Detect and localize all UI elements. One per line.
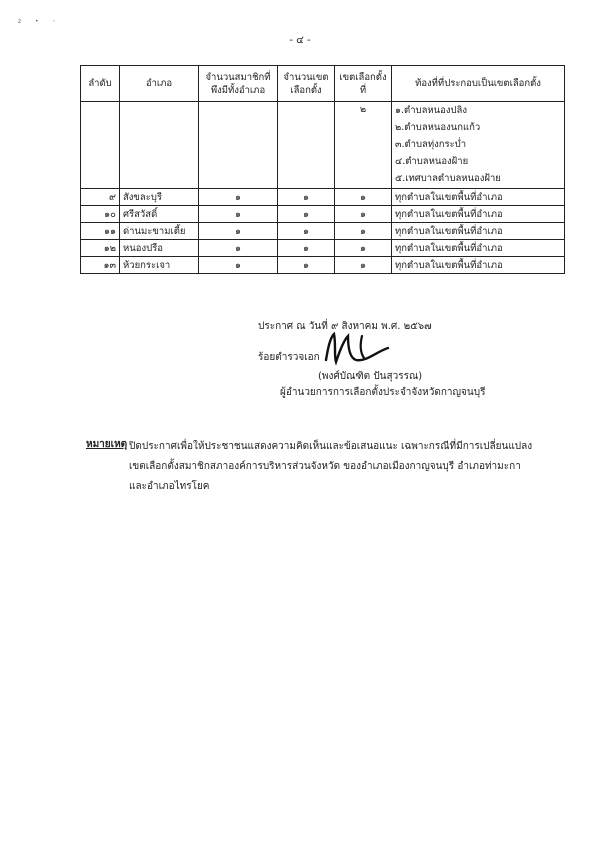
- header-zone: เขตเลือกตั้งที่: [335, 66, 392, 102]
- cell-location: ทุกตำบลในเขตพื้นที่อำเภอ: [392, 240, 565, 257]
- cell-no: [81, 102, 120, 189]
- remark-line: ปิดประกาศเพื่อให้ประชาชนแสดงความคิดเห็นและข้อเสนอแนะ เฉพาะกรณีที่มีการเปลี่ยนแปลง: [129, 441, 533, 452]
- table-row: [81, 223, 565, 240]
- remark-line: เขตเลือกตั้งสมาชิกสภาองค์การบริหารส่วนจังหวัด ของอำเภอเมืองกาญจนบุรี อำเภอท่ามะกา: [129, 461, 521, 472]
- cell-location: ทุกตำบลในเขตพื้นที่อำเภอ: [392, 257, 565, 274]
- table-row: [81, 240, 565, 257]
- cell-district: [120, 102, 199, 189]
- announcement-date: ประกาศ ณ วันที่ ๙ สิงหาคม พ.ศ. ๒๕๖๗: [258, 321, 432, 332]
- cell-location: ทุกตำบลในเขตพื้นที่อำเภอ: [392, 206, 565, 223]
- cell-district: หนองปรือ: [120, 240, 199, 257]
- cell-zones: ๑: [278, 257, 335, 274]
- table-header-row: [81, 66, 565, 102]
- cell-location: ทุกตำบลในเขตพื้นที่อำเภอ: [392, 189, 565, 206]
- header-zones: จำนวนเขตเลือกตั้ง: [278, 66, 335, 102]
- cell-members: ๑: [199, 240, 278, 257]
- cell-zones: ๑: [278, 223, 335, 240]
- remark-text: [129, 437, 569, 497]
- cell-zone: ๑: [335, 206, 392, 223]
- cell-no: ๑๑: [81, 223, 120, 240]
- location-item: ๓.ตำบลทุ่งกระบ่ำ: [395, 139, 467, 150]
- cell-no: ๙: [81, 189, 120, 206]
- location-item: ๒.ตำบลหนองนกแก้ว: [395, 122, 481, 133]
- signature-icon: [322, 330, 392, 368]
- location-item: ๔.ตำบลหนองฝ้าย: [395, 156, 469, 167]
- cell-members: ๑: [199, 206, 278, 223]
- cell-no: ๑๓: [81, 257, 120, 274]
- cell-location: ทุกตำบลในเขตพื้นที่อำเภอ: [392, 223, 565, 240]
- cell-zone: ๑: [335, 240, 392, 257]
- header-members: จำนวนสมาชิกที่พึงมีทั้งอำเภอ: [199, 66, 278, 102]
- table-row: [81, 257, 565, 274]
- cell-location-list: [392, 102, 565, 189]
- location-item: ๑.ตำบลหนองปลิง: [395, 105, 467, 116]
- corner-marks: z • ◦: [18, 18, 63, 25]
- cell-zone: ๑: [335, 189, 392, 206]
- cell-no: ๑๐: [81, 206, 120, 223]
- cell-zones: ๑: [278, 240, 335, 257]
- header-no: ลำดับ: [81, 66, 120, 102]
- cell-zone: ๑: [335, 257, 392, 274]
- cell-district: ศรีสวัสดิ์: [120, 206, 199, 223]
- header-location: ท้องที่ที่ประกอบเป็นเขตเลือกตั้ง: [392, 66, 565, 102]
- cell-zones: [278, 102, 335, 189]
- signer-rank: ร้อยตำรวจเอก: [258, 352, 320, 363]
- cell-district: ห้วยกระเจา: [120, 257, 199, 274]
- location-item: ๕.เทศบาลตำบลหนองฝ้าย: [395, 173, 501, 184]
- table-row: [81, 189, 565, 206]
- table-row-continued: [81, 102, 565, 189]
- cell-members: ๑: [199, 189, 278, 206]
- cell-zone: ๒: [335, 102, 392, 189]
- remark-label: หมายเหตุ: [86, 439, 128, 450]
- remark-line: และอำเภอไทรโยค: [129, 481, 210, 492]
- signer-name: (พงศ์บัณฑิต ปันสุวรรณ): [318, 371, 423, 382]
- page-number: - ๔ -: [289, 35, 311, 46]
- header-district: อำเภอ: [120, 66, 199, 102]
- cell-district: สังขละบุรี: [120, 189, 199, 206]
- table-row: [81, 206, 565, 223]
- cell-members: ๑: [199, 257, 278, 274]
- cell-no: ๑๒: [81, 240, 120, 257]
- cell-members: [199, 102, 278, 189]
- cell-zone: ๑: [335, 223, 392, 240]
- cell-district: ด่านมะขามเตี้ย: [120, 223, 199, 240]
- cell-zones: ๑: [278, 206, 335, 223]
- cell-members: ๑: [199, 223, 278, 240]
- election-zone-table: [80, 65, 565, 274]
- signer-position: ผู้อำนวยการการเลือกตั้งประจำจังหวัดกาญจนบุรี: [280, 387, 486, 398]
- cell-zones: ๑: [278, 189, 335, 206]
